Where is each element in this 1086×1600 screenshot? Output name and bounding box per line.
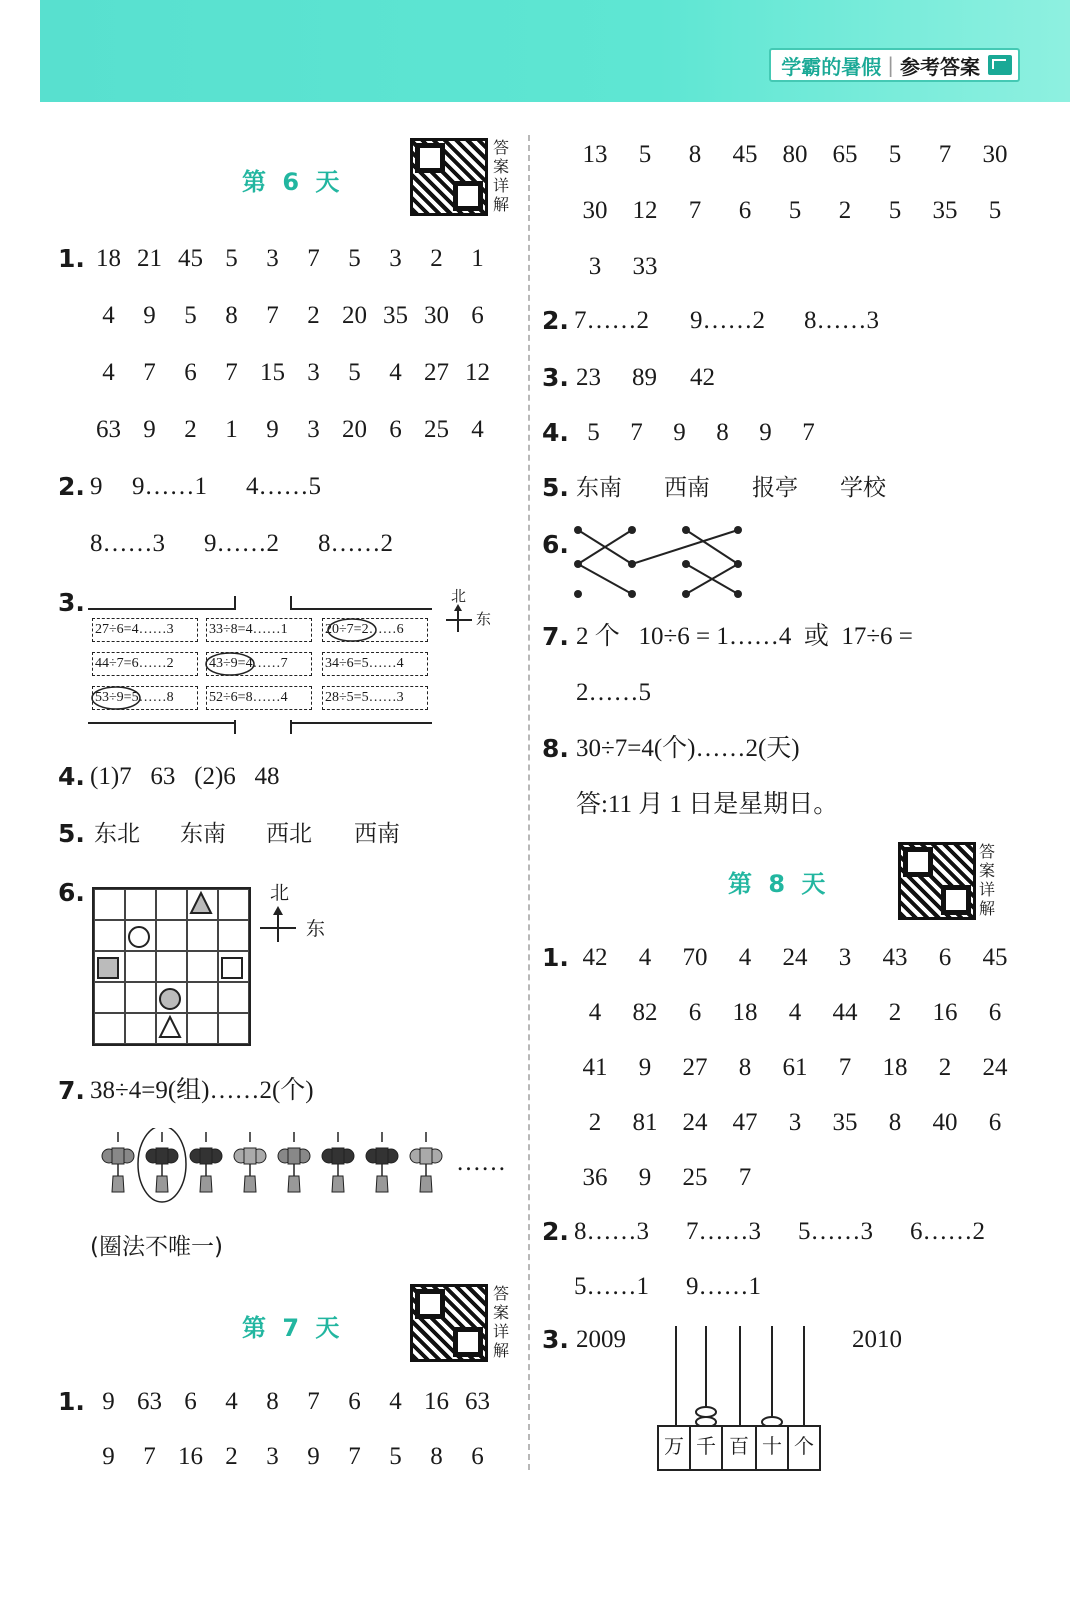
day7-q8-label: 8. bbox=[542, 734, 569, 763]
circle-icon bbox=[160, 989, 180, 1009]
number-cell: 16 bbox=[932, 999, 958, 1026]
day8-q2-item: 9……1 bbox=[686, 1273, 761, 1300]
day6-q5-item: 西北 bbox=[266, 821, 312, 847]
brand-title: 学霸的暑假 bbox=[781, 54, 882, 79]
abacus-figure bbox=[656, 1322, 822, 1474]
number-cell: 7 bbox=[307, 245, 320, 272]
chinese-knot-icon bbox=[366, 1132, 398, 1192]
number-cell: 6 bbox=[184, 1388, 197, 1415]
day6-q5-item: 西南 bbox=[354, 821, 400, 847]
number-cell: 6 bbox=[738, 197, 752, 224]
number-cell: 82 bbox=[632, 999, 658, 1026]
number-cell: 7 bbox=[307, 1388, 320, 1415]
number-cell: 47 bbox=[732, 1109, 758, 1136]
number-cell: 9 bbox=[102, 1443, 115, 1470]
number-cell: 81 bbox=[632, 1109, 658, 1136]
day8-q2-item: 8……3 bbox=[574, 1218, 649, 1245]
number-cell: 8 bbox=[430, 1443, 443, 1470]
number-cell: 15 bbox=[260, 359, 285, 386]
day8-qr-code[interactable] bbox=[898, 842, 976, 920]
day7-q5-item: 学校 bbox=[840, 475, 886, 501]
day7-q5-label: 5. bbox=[542, 473, 569, 502]
number-cell: 42 bbox=[582, 944, 608, 971]
number-cell: 80 bbox=[782, 141, 808, 168]
number-cell: 9 bbox=[638, 1164, 652, 1191]
number-cell: 5 bbox=[225, 245, 238, 272]
number-cell: 8 bbox=[225, 302, 238, 329]
chinese-knot-icon bbox=[278, 1132, 310, 1192]
number-cell: 5 bbox=[788, 197, 802, 224]
number-cell: 24 bbox=[782, 944, 808, 971]
square-icon bbox=[222, 958, 242, 978]
day6-q2-b: 9……1 bbox=[132, 473, 207, 500]
number-cell: 6 bbox=[471, 302, 484, 329]
day7-q3-item: 42 bbox=[690, 364, 715, 391]
number-cell: 30 bbox=[982, 141, 1008, 168]
number-cell: 3 bbox=[307, 416, 320, 443]
day6-q1-row bbox=[88, 415, 498, 445]
day7-q1-row bbox=[570, 140, 1020, 170]
day6-q2-d: 8……3 bbox=[90, 530, 165, 557]
number-cell: 45 bbox=[732, 141, 758, 168]
number-cell: 3 bbox=[588, 253, 602, 280]
number-cell: 25 bbox=[424, 416, 449, 443]
number-cell: 36 bbox=[582, 1164, 608, 1191]
number-cell: 6 bbox=[688, 999, 702, 1026]
number-cell: 2 bbox=[307, 302, 320, 329]
day7-q1-row bbox=[88, 1442, 498, 1472]
day6-q7-label: 7. bbox=[58, 1076, 85, 1105]
number-cell: 35 bbox=[832, 1109, 858, 1136]
section-title: 参考答案 bbox=[900, 54, 980, 79]
day7-q1-row bbox=[88, 1387, 498, 1417]
number-cell: 4 bbox=[638, 944, 652, 971]
number-cell: 8 bbox=[738, 1054, 752, 1081]
day6-q2-c: 4……5 bbox=[246, 473, 321, 500]
number-cell: 5 bbox=[348, 245, 361, 272]
compass-north: 北 bbox=[451, 587, 467, 605]
circled-answers bbox=[86, 596, 432, 732]
day7-q2-item: 7……2 bbox=[574, 307, 649, 334]
day6-q5-item: 东南 bbox=[180, 821, 226, 847]
number-cell: 3 bbox=[788, 1109, 802, 1136]
header-tag bbox=[769, 48, 1020, 82]
place-shi: 十 bbox=[762, 1434, 782, 1458]
day8-q1-row bbox=[570, 1163, 770, 1193]
number-cell: 9 bbox=[759, 419, 772, 446]
number-cell: 24 bbox=[982, 1054, 1008, 1081]
day7-q5-item: 西南 bbox=[664, 475, 710, 501]
chinese-knot-icon bbox=[146, 1132, 178, 1192]
header-separator: | bbox=[887, 53, 894, 77]
day6-q2-f: 8……2 bbox=[318, 530, 393, 557]
day6-q6-label: 6. bbox=[58, 878, 85, 907]
grid-shapes bbox=[92, 887, 252, 1047]
place-wan: 万 bbox=[664, 1434, 684, 1458]
number-cell: 7 bbox=[266, 302, 279, 329]
triangle-icon bbox=[191, 893, 211, 913]
number-cell: 12 bbox=[465, 359, 490, 386]
number-cell: 9 bbox=[266, 416, 279, 443]
number-cell: 30 bbox=[582, 197, 608, 224]
number-cell: 1 bbox=[471, 245, 484, 272]
day6-q5-label: 5. bbox=[58, 819, 85, 848]
number-cell: 2 bbox=[225, 1443, 238, 1470]
day7-q1-row bbox=[570, 196, 1020, 226]
day7-q4-label: 4. bbox=[542, 418, 569, 447]
chinese-knot-icon bbox=[234, 1132, 266, 1192]
number-cell: 16 bbox=[178, 1443, 203, 1470]
place-qian: 千 bbox=[696, 1434, 716, 1458]
day7-q7-label: 7. bbox=[542, 622, 569, 651]
number-cell: 4 bbox=[738, 944, 752, 971]
number-cell: 7 bbox=[802, 419, 815, 446]
number-cell: 3 bbox=[307, 359, 320, 386]
number-cell: 3 bbox=[266, 245, 279, 272]
day6-q7-ellipsis: …… bbox=[456, 1149, 506, 1176]
number-cell: 6 bbox=[389, 416, 402, 443]
matching-lines-figure bbox=[572, 524, 752, 604]
day7-qr-label: 答 案 详 解 bbox=[492, 1284, 509, 1360]
number-cell: 4 bbox=[102, 302, 115, 329]
compass-east: 东 bbox=[476, 610, 492, 628]
day7-q4-row bbox=[572, 418, 830, 448]
day6-q2-a: 9 bbox=[90, 473, 103, 500]
number-cell: 2 bbox=[184, 416, 197, 443]
day7-q5-item: 报亭 bbox=[752, 475, 798, 501]
number-cell: 2 bbox=[938, 1054, 952, 1081]
div-cell: 34÷6=5……4 bbox=[322, 652, 428, 676]
number-cell: 63 bbox=[137, 1388, 162, 1415]
number-cell: 41 bbox=[582, 1054, 608, 1081]
div-cell: 52÷6=8……4 bbox=[206, 686, 312, 710]
number-cell: 18 bbox=[882, 1054, 908, 1081]
number-cell: 5 bbox=[587, 419, 600, 446]
div-cell: 43÷9=4……7 bbox=[206, 652, 312, 676]
day6-q7-text: 38÷4=9(组)……2(个) bbox=[90, 1077, 314, 1104]
number-cell: 24 bbox=[682, 1109, 708, 1136]
number-cell: 7 bbox=[143, 359, 156, 386]
day6-q4-label: 4. bbox=[58, 762, 85, 791]
number-cell: 45 bbox=[178, 245, 203, 272]
number-cell: 63 bbox=[465, 1388, 490, 1415]
day8-q2-item: 7……3 bbox=[686, 1218, 761, 1245]
number-cell: 9 bbox=[673, 419, 686, 446]
chinese-knot-icon bbox=[102, 1132, 134, 1192]
number-cell: 27 bbox=[424, 359, 449, 386]
number-cell: 6 bbox=[184, 359, 197, 386]
day6-qr-label: 答 案 详 解 bbox=[492, 138, 509, 214]
day8-q1-row bbox=[570, 1108, 1020, 1138]
number-cell: 9 bbox=[638, 1054, 652, 1081]
number-cell: 35 bbox=[383, 302, 408, 329]
number-cell: 9 bbox=[143, 302, 156, 329]
day7-q7-line1: 2 个 10÷6 = 1……4 或 17÷6 = bbox=[576, 623, 913, 650]
number-cell: 5 bbox=[888, 141, 902, 168]
div-cell: 20÷7=2……6 bbox=[322, 618, 428, 642]
number-cell: 8 bbox=[688, 141, 702, 168]
book-icon bbox=[988, 55, 1012, 75]
day8-q3-left: 2009 bbox=[576, 1326, 626, 1353]
number-cell: 16 bbox=[424, 1388, 449, 1415]
day7-q2-item: 8……3 bbox=[804, 307, 879, 334]
number-cell: 8 bbox=[716, 419, 729, 446]
day7-q2-label: 2. bbox=[542, 306, 569, 335]
column-divider bbox=[528, 135, 530, 1470]
number-cell: 4 bbox=[102, 359, 115, 386]
number-cell: 4 bbox=[471, 416, 484, 443]
div-cell: 27÷6=4……3 bbox=[92, 618, 198, 642]
number-cell: 4 bbox=[389, 359, 402, 386]
chinese-knot-icon bbox=[190, 1132, 222, 1192]
place-bai: 百 bbox=[729, 1434, 749, 1458]
number-cell: 25 bbox=[682, 1164, 708, 1191]
number-cell: 2 bbox=[430, 245, 443, 272]
number-cell: 40 bbox=[932, 1109, 958, 1136]
number-cell: 35 bbox=[932, 197, 958, 224]
day7-q1-row bbox=[570, 252, 670, 282]
day6-q1-row bbox=[88, 358, 498, 388]
day7-q7-line2: 2……5 bbox=[576, 679, 651, 706]
number-cell: 63 bbox=[96, 416, 121, 443]
number-cell: 18 bbox=[732, 999, 758, 1026]
day6-q3-label: 3. bbox=[58, 588, 85, 617]
day6-q1-row bbox=[88, 244, 498, 274]
day8-q3-label: 3. bbox=[542, 1325, 569, 1354]
number-cell: 9 bbox=[307, 1443, 320, 1470]
day7-qr-code[interactable] bbox=[410, 1284, 488, 1362]
day7-q8-line2: 答:11 月 1 日是星期日。 bbox=[576, 791, 839, 818]
number-cell: 9 bbox=[143, 416, 156, 443]
number-cell: 9 bbox=[102, 1388, 115, 1415]
circle-icon bbox=[129, 927, 149, 947]
day6-qr-code[interactable] bbox=[410, 138, 488, 216]
compass-arrow-icon bbox=[258, 906, 298, 946]
day6-q1-row bbox=[88, 301, 498, 331]
div-cell: 33÷8=4……1 bbox=[206, 618, 312, 642]
number-cell: 5 bbox=[389, 1443, 402, 1470]
day8-q2-label: 2. bbox=[542, 1217, 569, 1246]
div-cell: 28÷5=5……3 bbox=[322, 686, 428, 710]
number-cell: 43 bbox=[882, 944, 908, 971]
number-cell: 7 bbox=[143, 1443, 156, 1470]
number-cell: 8 bbox=[888, 1109, 902, 1136]
day7-q3-item: 23 bbox=[576, 364, 601, 391]
number-cell: 6 bbox=[348, 1388, 361, 1415]
number-cell: 44 bbox=[832, 999, 858, 1026]
division-street-figure bbox=[86, 596, 432, 732]
number-cell: 20 bbox=[342, 302, 367, 329]
number-cell: 7 bbox=[738, 1164, 752, 1191]
div-cell: 53÷9=5……8 bbox=[92, 686, 198, 710]
number-cell: 5 bbox=[638, 141, 652, 168]
day8-q2-item: 5……3 bbox=[798, 1218, 873, 1245]
day7-q8-line1: 30÷7=4(个)……2(天) bbox=[576, 735, 800, 762]
number-cell: 70 bbox=[682, 944, 708, 971]
square-icon bbox=[98, 958, 118, 978]
number-cell: 5 bbox=[888, 197, 902, 224]
day8-q2-item: 5……1 bbox=[574, 1273, 649, 1300]
triangle-icon bbox=[160, 1017, 180, 1037]
day7-q5-item: 东南 bbox=[576, 475, 622, 501]
day8-q1-row bbox=[570, 998, 1020, 1028]
number-cell: 20 bbox=[342, 416, 367, 443]
number-cell: 7 bbox=[688, 197, 702, 224]
day7-title: 第 7 天 bbox=[242, 1314, 344, 1342]
number-cell: 7 bbox=[348, 1443, 361, 1470]
number-cell: 27 bbox=[682, 1054, 708, 1081]
number-cell: 4 bbox=[389, 1388, 402, 1415]
compass-north: 北 bbox=[270, 882, 290, 904]
number-cell: 13 bbox=[582, 141, 608, 168]
page-header bbox=[40, 0, 1070, 102]
day6-q7-note: (圈法不唯一) bbox=[90, 1234, 223, 1260]
number-cell: 6 bbox=[988, 1109, 1002, 1136]
number-cell: 30 bbox=[424, 302, 449, 329]
number-cell: 2 bbox=[588, 1109, 602, 1136]
number-cell: 5 bbox=[184, 302, 197, 329]
day8-title: 第 8 天 bbox=[728, 870, 830, 898]
number-cell: 4 bbox=[588, 999, 602, 1026]
chinese-knot-icon bbox=[322, 1132, 354, 1192]
chinese-knot-icon bbox=[410, 1132, 442, 1192]
chinese-knot-row bbox=[96, 1128, 496, 1208]
day7-q2-item: 9……2 bbox=[690, 307, 765, 334]
compass-east: 东 bbox=[306, 918, 326, 940]
day6-q2-e: 9……2 bbox=[204, 530, 279, 557]
day6-q5-item: 东北 bbox=[94, 821, 140, 847]
number-cell: 1 bbox=[225, 416, 238, 443]
day7-q3-item: 89 bbox=[632, 364, 657, 391]
day6-title: 第 6 天 bbox=[242, 168, 344, 196]
day7-q3-label: 3. bbox=[542, 363, 569, 392]
number-cell: 12 bbox=[632, 197, 658, 224]
number-cell: 5 bbox=[988, 197, 1002, 224]
day8-qr-label: 答 案 详 解 bbox=[978, 842, 995, 918]
number-cell: 61 bbox=[782, 1054, 808, 1081]
number-cell: 7 bbox=[630, 419, 643, 446]
day8-q1-label: 1. bbox=[542, 943, 569, 972]
number-cell: 3 bbox=[389, 245, 402, 272]
number-cell: 7 bbox=[225, 359, 238, 386]
number-cell: 5 bbox=[348, 359, 361, 386]
day8-q1-row bbox=[570, 1053, 1020, 1083]
number-cell: 4 bbox=[225, 1388, 238, 1415]
number-cell: 2 bbox=[838, 197, 852, 224]
day6-q1-label: 1. bbox=[58, 244, 85, 273]
day6-q2-label: 2. bbox=[58, 472, 85, 501]
number-cell: 65 bbox=[832, 141, 858, 168]
number-cell: 21 bbox=[137, 245, 162, 272]
number-cell: 45 bbox=[982, 944, 1008, 971]
number-cell: 2 bbox=[888, 999, 902, 1026]
day7-q6-label: 6. bbox=[542, 530, 569, 559]
day8-q1-row bbox=[570, 943, 1020, 973]
number-cell: 3 bbox=[838, 944, 852, 971]
number-cell: 6 bbox=[938, 944, 952, 971]
number-cell: 6 bbox=[988, 999, 1002, 1026]
number-cell: 6 bbox=[471, 1443, 484, 1470]
number-cell: 8 bbox=[266, 1388, 279, 1415]
day7-q1-label: 1. bbox=[58, 1387, 85, 1416]
number-cell: 3 bbox=[266, 1443, 279, 1470]
number-cell: 33 bbox=[632, 253, 658, 280]
day8-q3-right: 2010 bbox=[852, 1326, 902, 1353]
number-cell: 18 bbox=[96, 245, 121, 272]
number-cell: 7 bbox=[838, 1054, 852, 1081]
day8-q2-item: 6……2 bbox=[910, 1218, 985, 1245]
number-cell: 4 bbox=[788, 999, 802, 1026]
place-ge: 个 bbox=[794, 1434, 814, 1458]
day6-q4-text: (1)7 63 (2)6 48 bbox=[90, 763, 280, 790]
number-cell: 7 bbox=[938, 141, 952, 168]
div-cell: 44÷7=6……2 bbox=[92, 652, 198, 676]
